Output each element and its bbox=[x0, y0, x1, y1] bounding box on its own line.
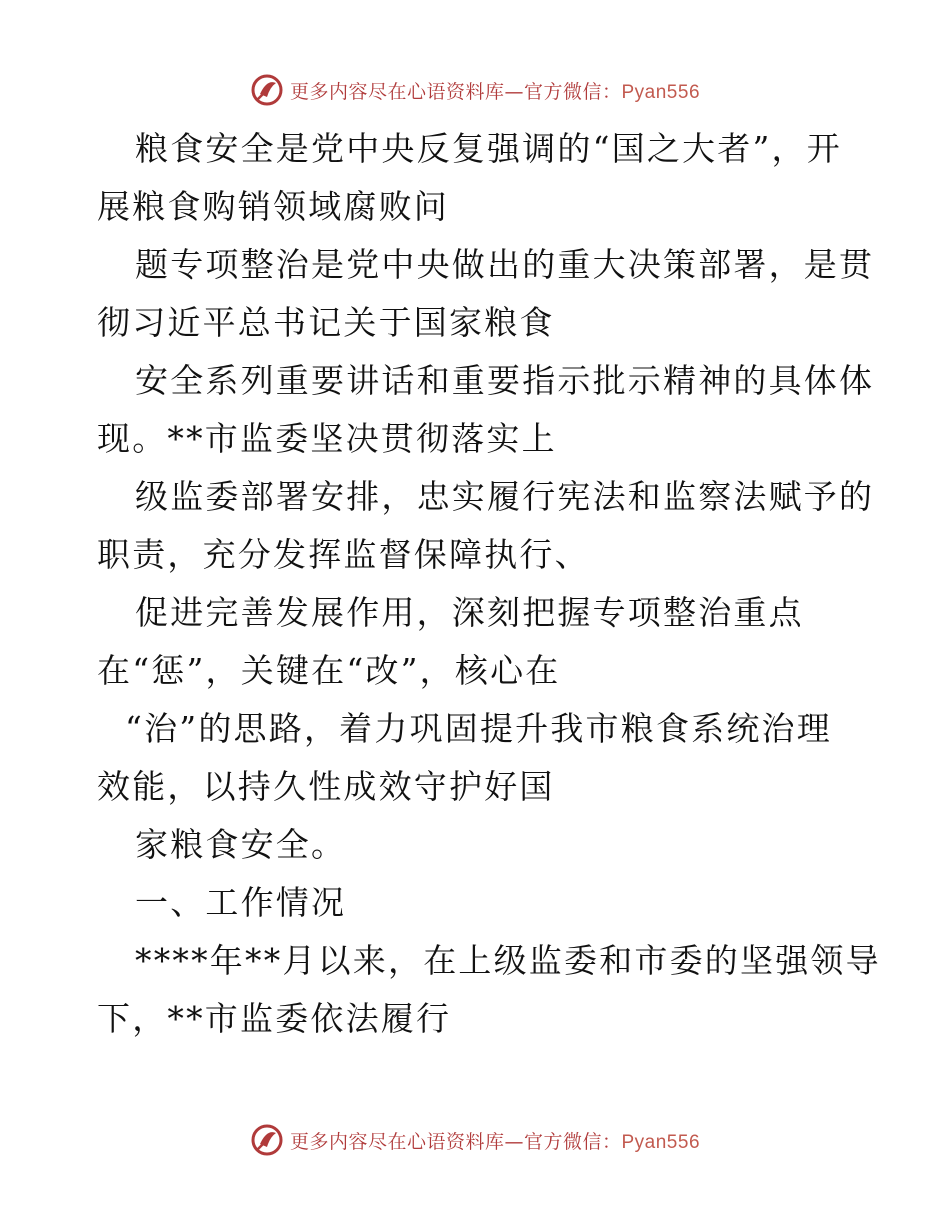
footer-wechat-label: 官方微信： bbox=[523, 1130, 622, 1153]
footer-banner-text: 更多内容尽在心语资料库 bbox=[289, 1130, 505, 1153]
document-body bbox=[97, 120, 881, 1048]
body-line: 展粮食购销领域腐败问 bbox=[97, 187, 449, 226]
body-line: 级监委部署安排，忠实履行宪法和监察法赋予的 bbox=[135, 477, 875, 516]
footer-wechat-handle: Pyan556 bbox=[621, 1131, 701, 1153]
body-line: 效能，以持久性成效守护好国 bbox=[97, 767, 555, 806]
body-line: 题专项整治是党中央做出的重大决策部署，是贯 bbox=[135, 245, 875, 284]
logo-icon bbox=[250, 1123, 284, 1157]
header-banner bbox=[290, 77, 700, 104]
logo-icon bbox=[250, 73, 284, 107]
body-line: 安全系列重要讲话和重要指示批示精神的具体体 bbox=[135, 361, 875, 400]
body-line: “治”的思路，着力巩固提升我市粮食系统治理 bbox=[125, 709, 832, 748]
body-line: ****年**月以来，在上级监委和市委的坚强领导 bbox=[135, 941, 881, 980]
body-line: 促进完善发展作用，深刻把握专项整治重点 bbox=[135, 593, 804, 632]
footer-separator: — bbox=[504, 1130, 524, 1153]
header-separator: — bbox=[504, 80, 524, 103]
section-heading: 一、工作情况 bbox=[135, 883, 347, 922]
page-header-watermark bbox=[0, 70, 950, 110]
body-line: 家粮食安全。 bbox=[135, 825, 347, 864]
body-line: 下，**市监委依法履行 bbox=[97, 999, 452, 1038]
body-line: 职责，充分发挥监督保障执行、 bbox=[97, 535, 590, 574]
page-footer-watermark bbox=[0, 1120, 950, 1160]
header-wechat-handle: Pyan556 bbox=[621, 81, 701, 103]
header-banner-text: 更多内容尽在心语资料库 bbox=[289, 80, 505, 103]
body-line: 在“惩”，关键在“改”，核心在 bbox=[97, 651, 561, 690]
header-wechat-label: 官方微信： bbox=[523, 80, 622, 103]
body-line: 粮食安全是党中央反复强调的“国之大者”，开 bbox=[135, 129, 842, 168]
body-line: 彻习近平总书记关于国家粮食 bbox=[97, 303, 555, 342]
footer-banner bbox=[290, 1127, 700, 1154]
body-line: 现。**市监委坚决贯彻落实上 bbox=[97, 419, 557, 458]
